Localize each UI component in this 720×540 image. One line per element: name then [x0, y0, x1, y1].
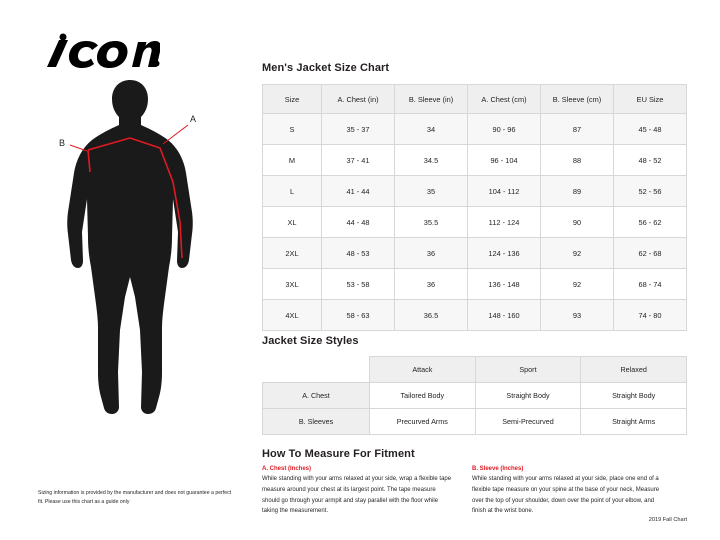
- table-header-row: [263, 85, 687, 114]
- col-header-chest-cm: A. Chest (cm): [468, 85, 541, 114]
- cell-sport-chest: Straight Body: [475, 383, 581, 409]
- cell-size: XL: [263, 207, 322, 238]
- disclaimer-text: Sizing information is provided by the manufacturer and does not guarantee a perfect fit. Please use this chart as a guide only: [38, 490, 232, 506]
- table-row: [263, 383, 687, 409]
- cell-chest-in: 35 - 37: [322, 114, 395, 145]
- cell-chest-cm: 104 - 112: [468, 176, 541, 207]
- col-header-attack: Attack: [370, 357, 476, 383]
- cell-relaxed-sleeves: Straight Arms: [581, 409, 687, 435]
- cell-chest-cm: 148 - 160: [468, 300, 541, 331]
- cell-sleeve-in: 36: [395, 238, 468, 269]
- cell-chest-in: 48 - 53: [322, 238, 395, 269]
- cell-size: 4XL: [263, 300, 322, 331]
- cell-chest-cm: 124 - 136: [468, 238, 541, 269]
- table-row: [263, 145, 687, 176]
- table-header-row: [263, 357, 687, 383]
- styles-corner-cell: [263, 357, 370, 383]
- col-header-eu-size: EU Size: [614, 85, 687, 114]
- cell-chest-in: 58 - 63: [322, 300, 395, 331]
- cell-attack-sleeves: Precurved Arms: [370, 409, 476, 435]
- cell-chest-in: 44 - 48: [322, 207, 395, 238]
- how-to-measure-title: How To Measure For Fitment: [262, 448, 415, 460]
- jacket-size-styles-title: Jacket Size Styles: [262, 335, 359, 347]
- cell-sport-sleeves: Semi-Precurved: [475, 409, 581, 435]
- cell-sleeve-in: 35: [395, 176, 468, 207]
- cell-eu-size: 68 - 74: [614, 269, 687, 300]
- cell-chest-in: 37 - 41: [322, 145, 395, 176]
- cell-sleeve-cm: 89: [541, 176, 614, 207]
- col-header-size: Size: [263, 85, 322, 114]
- chest-instruction-body: While standing with your arms relaxed at your side, wrap a flexible tape measure around your chest at its largest point. The tape measure should go through your armpit and stay parallel with the floor while taking the measurement.: [262, 476, 452, 515]
- cell-relaxed-chest: Straight Body: [581, 383, 687, 409]
- cell-chest-cm: 112 - 124: [468, 207, 541, 238]
- col-header-sleeve-cm: B. Sleeve (cm): [541, 85, 614, 114]
- cell-sleeve-cm: 87: [541, 114, 614, 145]
- cell-size: 2XL: [263, 238, 322, 269]
- left-column: [0, 0, 248, 540]
- cell-eu-size: 62 - 68: [614, 238, 687, 269]
- table-row: [263, 114, 687, 145]
- col-header-sport: Sport: [475, 357, 581, 383]
- cell-eu-size: 56 - 62: [614, 207, 687, 238]
- table-row: [263, 207, 687, 238]
- cell-chest-cm: 96 - 104: [468, 145, 541, 176]
- cell-chest-in: 41 - 44: [322, 176, 395, 207]
- cell-sleeve-in: 36.5: [395, 300, 468, 331]
- sleeve-instruction-body: While standing with your arms relaxed at your side, place one end of a flexible tape measure on your spine at the base of your neck, Measure over the top of your shoulder, down over the point of your elbow, and finish at the wrist bone.: [472, 476, 660, 515]
- cell-eu-size: 45 - 48: [614, 114, 687, 145]
- measurement-instructions: [262, 466, 687, 517]
- sleeve-instruction-block: [472, 466, 664, 517]
- col-header-relaxed: Relaxed: [581, 357, 687, 383]
- cell-chest-cm: 90 - 96: [468, 114, 541, 145]
- cell-chest-cm: 136 - 148: [468, 269, 541, 300]
- chest-instruction-heading: A. Chest (Inches): [262, 466, 312, 472]
- icon-brand-logo: [40, 30, 160, 74]
- table-row: [263, 238, 687, 269]
- figure-silhouette: [67, 80, 193, 414]
- body-figure-illustration: [30, 72, 230, 422]
- cell-sleeve-cm: 92: [541, 269, 614, 300]
- cell-sleeve-cm: 93: [541, 300, 614, 331]
- cell-chest-in: 53 - 58: [322, 269, 395, 300]
- mens-jacket-size-chart-table: [262, 84, 687, 331]
- table-row: [263, 300, 687, 331]
- cell-sleeve-in: 34.5: [395, 145, 468, 176]
- footer-chart-version: 2019 Fall Chart: [648, 517, 687, 523]
- cell-sleeve-cm: 88: [541, 145, 614, 176]
- sleeve-instruction-heading: B. Sleeve (Inches): [472, 466, 524, 472]
- cell-size: S: [263, 114, 322, 145]
- row-label-sleeves: B. Sleeves: [263, 409, 370, 435]
- figure-label-a: A: [190, 114, 197, 124]
- cell-eu-size: 74 - 80: [614, 300, 687, 331]
- table-row: [263, 176, 687, 207]
- cell-attack-chest: Tailored Body: [370, 383, 476, 409]
- cell-sleeve-cm: 92: [541, 238, 614, 269]
- row-label-chest: A. Chest: [263, 383, 370, 409]
- size-chart-title: Men's Jacket Size Chart: [262, 62, 390, 74]
- figure-label-b: B: [59, 138, 66, 148]
- cell-eu-size: 48 - 52: [614, 145, 687, 176]
- cell-sleeve-in: 35.5: [395, 207, 468, 238]
- cell-size: L: [263, 176, 322, 207]
- cell-sleeve-in: 34: [395, 114, 468, 145]
- cell-sleeve-in: 36: [395, 269, 468, 300]
- jacket-size-styles-table: [262, 356, 687, 435]
- table-row: [263, 269, 687, 300]
- cell-sleeve-cm: 90: [541, 207, 614, 238]
- chest-instruction-block: [262, 466, 454, 517]
- cell-eu-size: 52 - 56: [614, 176, 687, 207]
- col-header-sleeve-in: B. Sleeve (in): [395, 85, 468, 114]
- cell-size: 3XL: [263, 269, 322, 300]
- table-row: [263, 409, 687, 435]
- col-header-chest-in: A. Chest (in): [322, 85, 395, 114]
- cell-size: M: [263, 145, 322, 176]
